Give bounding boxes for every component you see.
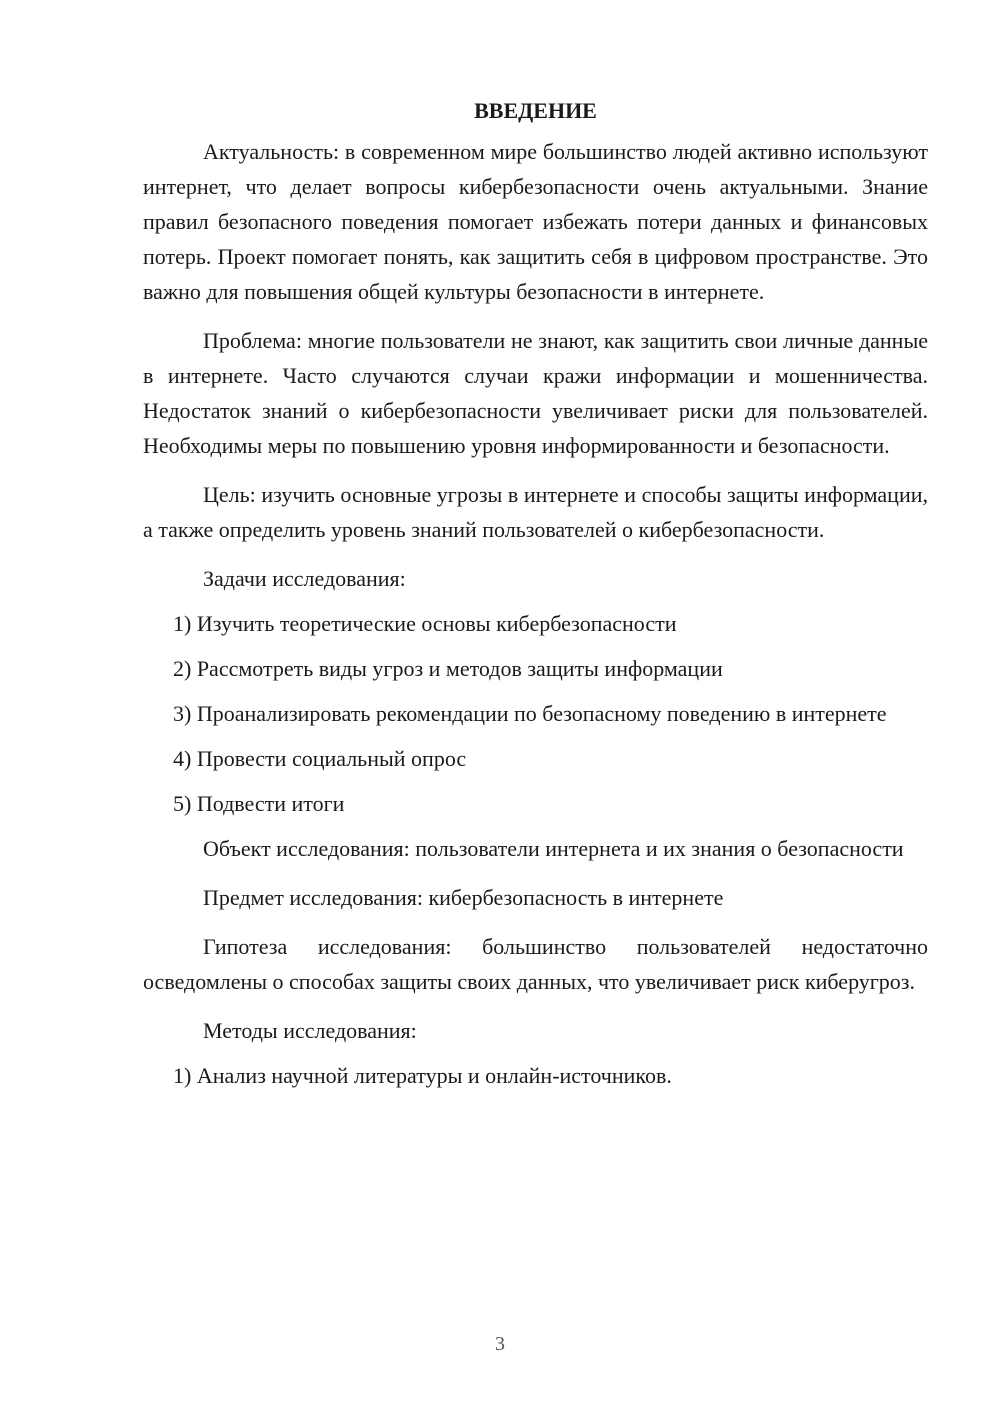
hypothesis-paragraph: Гипотеза исследования: большинство пользователей недостаточно осведомлены о способах защиты своих данных, что увеличивает риск киберугроз. [143,934,928,994]
methods-label: Методы исследования: [203,1018,417,1043]
task-item: 1) Изучить теоретические основы кибербезопасности [173,611,677,636]
task-item: 5) Подвести итоги [173,791,345,816]
task-item: 2) Рассмотреть виды угроз и методов защиты информации [173,656,723,681]
problem-paragraph: Проблема: многие пользователи не знают, как защитить свои личные данные в интернете. Часто случаются случаи кражи информации и мошенничества. Недостаток знаний о кибербезопасности увеличивает риски для пользователей. Необходимы меры по повышению уровня информированности и безопасности. [143,328,928,458]
page-number: 3 [495,1333,505,1355]
task-item: 3) Проанализировать рекомендации по безопасному поведению в интернете [173,701,887,726]
tasks-label: Задачи исследования: [203,566,406,591]
relevance-paragraph: Актуальность: в современном мире большинство людей активно используют интернет, что делает вопросы кибербезопасности очень актуальными. Знание правил безопасного поведения помогает избежать потери данных и финансовых потерь. Проект помогает понять, как защитить себя в цифровом пространстве. Это важно для повышения общей культуры безопасности в интернете. [143,139,928,304]
subject-paragraph: Предмет исследования: кибербезопасность в интернете [203,885,724,910]
method-item: 1) Анализ научной литературы и онлайн-источников. [173,1063,672,1088]
task-item: 4) Провести социальный опрос [173,746,467,771]
document-page [143,93,928,1103]
page-title: ВВЕДЕНИЕ [474,98,597,123]
object-paragraph: Объект исследования: пользователи интернета и их знания о безопасности [203,836,904,861]
goal-paragraph: Цель: изучить основные угрозы в интернете и способы защиты информации, а также определить уровень знаний пользователей о кибербезопасности. [143,482,928,542]
